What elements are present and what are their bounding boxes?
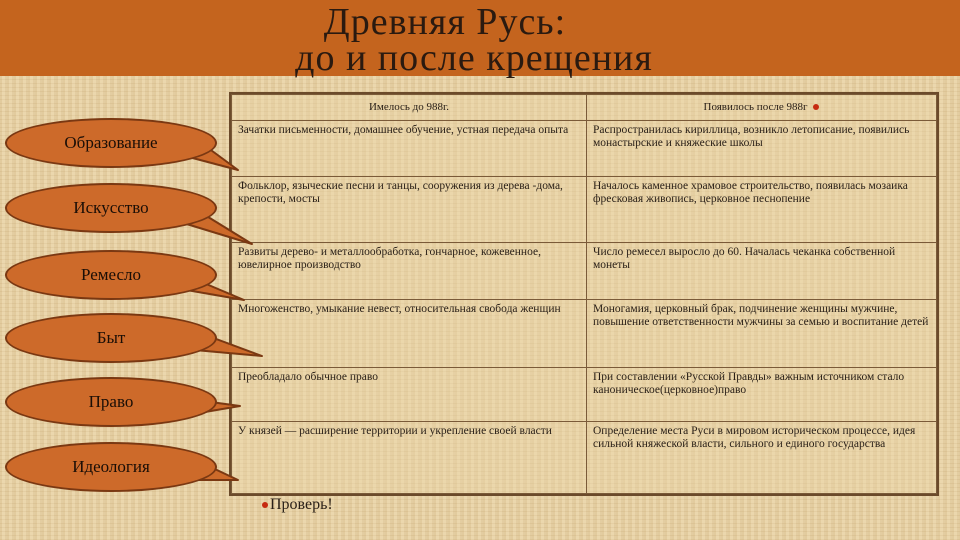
check-link[interactable]: Проверь! xyxy=(262,496,333,514)
bubble-education: Образование xyxy=(5,118,217,168)
cell-after: Моногамия, церковный брак, подчинение женщины мужчине, повышение ответственности мужчины за семью и воспитание детей xyxy=(587,300,937,368)
cell-after: При составлении «Русской Правды» важным источником стало каноническое(церковное)право xyxy=(587,368,937,422)
bubble-art: Искусство xyxy=(5,183,217,233)
header-after: Появилось после 988г xyxy=(587,95,937,121)
cell-before: Фольклор, языческие песни и танцы, сооружения из дерева -дома, крепости, мосты xyxy=(232,177,587,243)
cell-after: Определение места Руси в мировом историческом процессе, идея сильной княжеской власти, сильного и единого государства xyxy=(587,422,937,494)
comparison-table xyxy=(229,92,939,496)
cell-before: Зачатки письменности, домашнее обучение, устная передача опыта xyxy=(232,121,587,177)
bubble-life: Быт xyxy=(5,313,217,363)
table-row xyxy=(232,300,937,368)
slide-subtitle: до и после крещения xyxy=(295,37,653,79)
bubble-ideology: Идеология xyxy=(5,442,217,492)
table-header-row xyxy=(232,95,937,121)
table-row xyxy=(232,177,937,243)
table-row xyxy=(232,243,937,300)
bubble-craft: Ремесло xyxy=(5,250,217,300)
table-row xyxy=(232,368,937,422)
header-before: Имелось до 988г. xyxy=(232,95,587,121)
cell-after: Число ремесел выросло до 60. Началась чеканка собственной монеты xyxy=(587,243,937,300)
cell-after: Распространилась кириллица, возникло летописание, появились монастырские и княжеские школы xyxy=(587,121,937,177)
bubble-law: Право xyxy=(5,377,217,427)
cell-before: Многоженство, умыкание невест, относительная свобода женщин xyxy=(232,300,587,368)
cell-before: Преобладало обычное право xyxy=(232,368,587,422)
table-row xyxy=(232,422,937,494)
red-bullet-icon xyxy=(813,104,819,110)
cell-after: Началось каменное храмовое строительство, появилась мозаика фресковая живопись, церковное песнопение xyxy=(587,177,937,243)
cell-before: Развиты дерево- и металлообработка, гончарное, кожевенное, ювелирное производство xyxy=(232,243,587,300)
table-row xyxy=(232,121,937,177)
cell-before: У князей — расширение территории и укрепление своей власти xyxy=(232,422,587,494)
slide-title: Древняя Русь: xyxy=(323,1,567,43)
red-bullet-icon xyxy=(262,502,268,508)
